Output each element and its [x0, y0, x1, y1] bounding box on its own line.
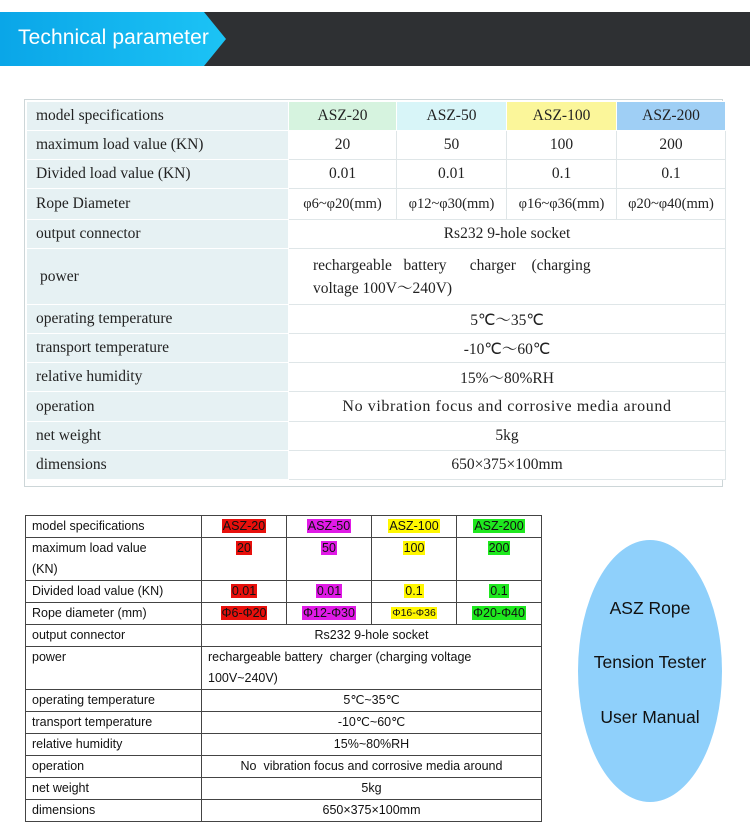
cell	[287, 538, 372, 581]
row-label: operation	[27, 392, 289, 422]
cell	[457, 516, 542, 538]
cell: 100	[507, 131, 617, 160]
bubble-line-2: Tension Tester	[593, 652, 707, 672]
label-line-2: (KN)	[32, 562, 58, 576]
table-row	[26, 538, 542, 581]
cell: 15%～80%RH	[289, 363, 726, 392]
table-row	[27, 249, 726, 305]
cell: -10℃～60℃	[289, 334, 726, 363]
table-row	[26, 756, 542, 778]
cell: No vibration focus and corrosive media around	[202, 756, 542, 778]
table-row	[26, 581, 542, 603]
value-highlight: 0.1	[405, 584, 423, 598]
row-label: Rope diameter (mm)	[26, 603, 202, 625]
power-line-2: 100V~240V)	[208, 671, 278, 685]
value-highlight: Φ12-Φ30	[303, 606, 355, 620]
cell: 5kg	[289, 422, 726, 451]
value-highlight: 20	[237, 541, 251, 555]
table-row	[27, 392, 726, 422]
table-row	[26, 625, 542, 647]
table-row	[27, 363, 726, 392]
cell: Rs232 9-hole socket	[202, 625, 542, 647]
cell	[372, 581, 457, 603]
bubble-line-1: ASZ Rope	[609, 598, 691, 618]
cell	[287, 516, 372, 538]
table-row	[27, 422, 726, 451]
table-row	[27, 102, 726, 131]
cell	[202, 516, 287, 538]
row-label: operating temperature	[27, 305, 289, 334]
cell: 0.1	[507, 160, 617, 189]
cell: φ16~φ36(mm)	[507, 189, 617, 220]
cell: 50	[397, 131, 507, 160]
value-highlight: 0.01	[231, 584, 257, 598]
row-label: model specifications	[26, 516, 202, 538]
cell: 650×375×100mm	[202, 800, 542, 822]
value-highlight: 0.01	[316, 584, 342, 598]
row-label: Divided load value (KN)	[26, 581, 202, 603]
cell: φ6~φ20(mm)	[289, 189, 397, 220]
table-row	[26, 734, 542, 756]
table-row	[26, 690, 542, 712]
value-highlight: Φ6-Φ20	[221, 606, 267, 620]
row-label: dimensions	[27, 451, 289, 480]
row-label: output connector	[27, 220, 289, 249]
value-highlight: Φ20-Φ40	[473, 606, 525, 620]
page-title: Technical parameter	[18, 26, 209, 49]
power-cell	[202, 647, 542, 690]
model-asz-200-highlight: ASZ-200	[474, 519, 524, 533]
cell	[202, 581, 287, 603]
bottom-spec-table	[25, 515, 542, 822]
table-row	[26, 647, 542, 690]
model-asz-100-highlight: ASZ-100	[389, 519, 439, 533]
row-label	[26, 538, 202, 581]
cell	[287, 581, 372, 603]
cell	[372, 603, 457, 625]
cell: 15%~80%RH	[202, 734, 542, 756]
row-label: dimensions	[26, 800, 202, 822]
model-asz-20-highlight: ASZ-20	[222, 519, 266, 533]
cell	[372, 538, 457, 581]
cell: Rs232 9-hole socket	[289, 220, 726, 249]
cell	[202, 603, 287, 625]
cell	[287, 603, 372, 625]
cell: No vibration focus and corrosive media around	[289, 392, 726, 422]
row-label: net weight	[26, 778, 202, 800]
row-label: Divided load value (KN)	[27, 160, 289, 189]
table-row	[27, 160, 726, 189]
cell: φ20~φ40(mm)	[617, 189, 726, 220]
row-label: model specifications	[27, 102, 289, 131]
manual-title-bubble	[578, 540, 722, 802]
value-highlight: 100	[403, 541, 425, 555]
row-label: relative humidity	[27, 363, 289, 392]
cell: -10℃~60℃	[202, 712, 542, 734]
cell: 650×375×100mm	[289, 451, 726, 480]
model-asz-20: ASZ-20	[289, 102, 397, 131]
cell	[457, 581, 542, 603]
cell: 5℃～35℃	[289, 305, 726, 334]
table-row	[26, 800, 542, 822]
cell	[202, 538, 287, 581]
value-highlight: Φ16-Φ36	[392, 607, 436, 619]
model-asz-100: ASZ-100	[507, 102, 617, 131]
row-label: operating temperature	[26, 690, 202, 712]
model-asz-200: ASZ-200	[617, 102, 726, 131]
table-row	[27, 131, 726, 160]
table-row	[26, 778, 542, 800]
power-line-1: rechargeable battery charger (charging	[313, 256, 591, 274]
value-highlight: 50	[322, 541, 336, 555]
power-line-1: rechargeable battery charger (charging voltage	[208, 650, 472, 664]
cell	[457, 603, 542, 625]
power-cell	[289, 249, 726, 305]
label-line-1: maximum load value	[32, 541, 147, 555]
cell: 200	[617, 131, 726, 160]
table-row	[27, 451, 726, 480]
top-spec-table	[26, 101, 726, 480]
model-asz-50: ASZ-50	[397, 102, 507, 131]
cell: 0.1	[617, 160, 726, 189]
power-line-2: voltage 100V～240V)	[313, 279, 453, 297]
cell: 5℃~35℃	[202, 690, 542, 712]
table-row	[26, 603, 542, 625]
table-row	[27, 189, 726, 220]
cell: 0.01	[397, 160, 507, 189]
bubble-line-3: User Manual	[600, 707, 700, 727]
row-label: net weight	[27, 422, 289, 451]
row-label: transport temperature	[27, 334, 289, 363]
cell: φ12~φ30(mm)	[397, 189, 507, 220]
value-highlight: 0.1	[490, 584, 508, 598]
row-label: operation	[26, 756, 202, 778]
cell	[457, 538, 542, 581]
cell: 0.01	[289, 160, 397, 189]
cell	[372, 516, 457, 538]
cell: 5kg	[202, 778, 542, 800]
row-label: transport temperature	[26, 712, 202, 734]
table-row	[26, 516, 542, 538]
table-row	[27, 334, 726, 363]
row-label: power	[27, 249, 289, 305]
table-row	[26, 712, 542, 734]
table-row	[27, 220, 726, 249]
table-row	[27, 305, 726, 334]
row-label: power	[26, 647, 202, 690]
value-highlight: 200	[488, 541, 510, 555]
model-asz-50-highlight: ASZ-50	[307, 519, 351, 533]
cell: 20	[289, 131, 397, 160]
row-label: Rope Diameter	[27, 189, 289, 220]
row-label: relative humidity	[26, 734, 202, 756]
row-label: output connector	[26, 625, 202, 647]
row-label: maximum load value (KN)	[27, 131, 289, 160]
